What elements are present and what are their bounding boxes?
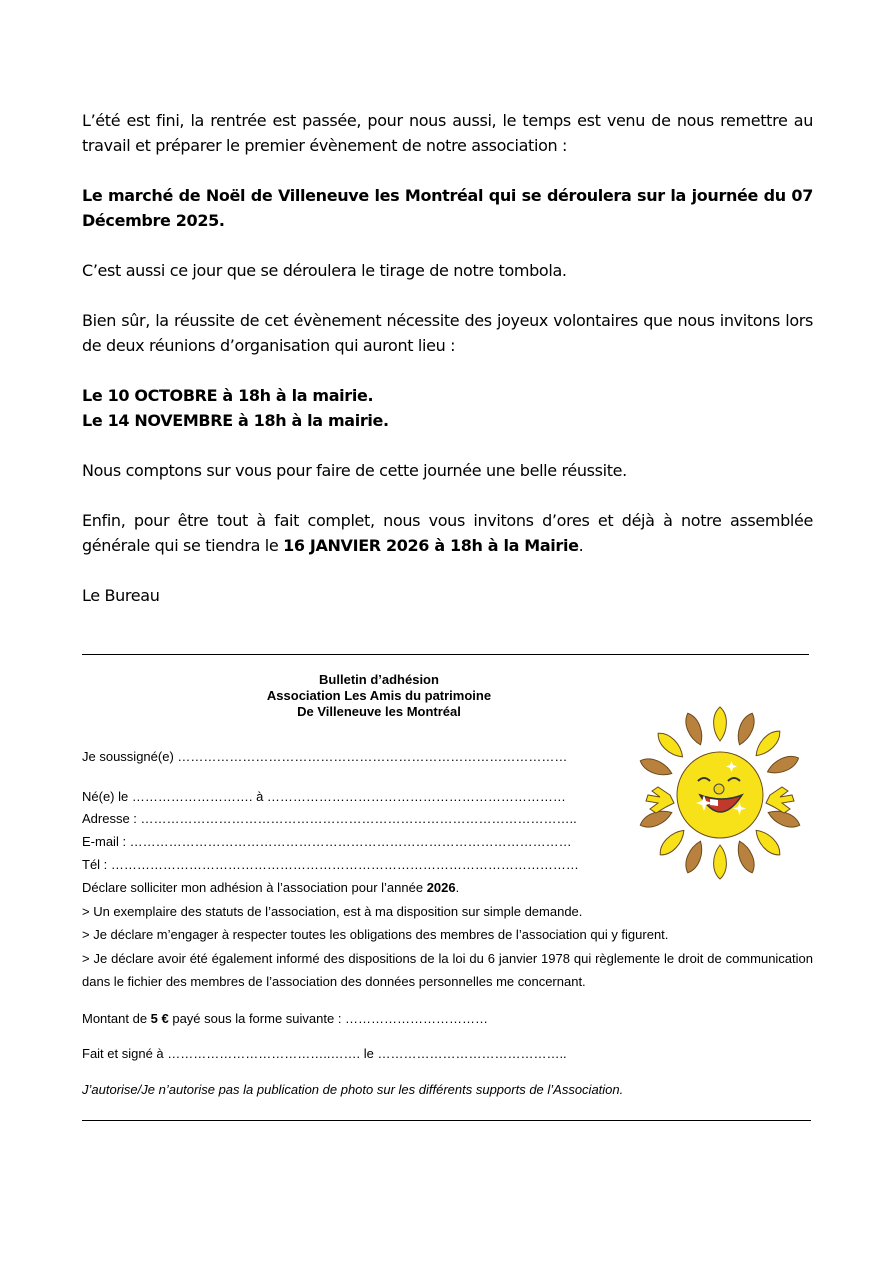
amount-label: Montant de <box>82 1011 151 1026</box>
assembly-date: 16 JANVIER 2026 à 18h à la Mairie <box>283 536 579 555</box>
clause-data-law: > Je déclare avoir été également informé des dispositions de la loi du 6 janvier 1978 qui règlemente le droit de communication dans le fichier des membres de l’association des données personnelles me concernant. <box>82 950 813 989</box>
assembly-intro: Enfin, pour être tout à fait complet, nous vous invitons d’ores et déjà à notre assemblée générale qui se tiendra le <box>82 511 813 555</box>
amount-value: 5 € <box>150 1011 169 1026</box>
tombola-paragraph: C’est aussi ce jour que se déroulera le tirage de notre tombola. <box>82 261 567 280</box>
meeting-dates <box>82 383 813 433</box>
clause-obligations: > Je déclare m’engager à respecter toutes les obligations des membres de l’association qui y figurent. <box>82 927 669 942</box>
phone-field[interactable]: Tél : ……………………………………………………………………………………………… <box>82 857 579 872</box>
form-title-line-3: De Villeneuve les Montréal <box>297 704 461 719</box>
assembly-paragraph <box>82 508 813 558</box>
assembly-end: . <box>578 536 584 555</box>
volunteers-paragraph: Bien sûr, la réussite de cet évènement nécessite des joyeux volontaires que nous invitons lors de deux réunions d’organisation qui auront lieu : <box>82 311 813 355</box>
divider-top <box>82 654 809 655</box>
amount-field[interactable] <box>82 1011 488 1026</box>
payment-method-blank: payé sous la forme suivante : …………………………… <box>168 1011 489 1026</box>
form-title-line-2: Association Les Amis du patrimoine <box>266 688 492 703</box>
declaration-block <box>82 876 813 994</box>
signed-place-date-field[interactable]: Fait et signé à ………………………………..……. le …………………………………….. <box>82 1046 567 1061</box>
market-announcement: Le marché de Noël de Villeneuve les Montréal qui se déroulera sur la journée du 07 Décembre 2025. <box>82 186 813 230</box>
divider-bottom <box>82 1120 811 1121</box>
form-title <box>129 672 629 720</box>
declaration-text: Déclare solliciter mon adhésion à l’association pour l’année <box>82 880 427 895</box>
clause-statutes: > Un exemplaire des statuts de l’association, est à ma disposition sur simple demande. <box>82 903 583 919</box>
name-field[interactable]: Je soussigné(e) ……………………………………………………………………………… <box>82 749 568 764</box>
address-field[interactable]: Adresse : ……………………………………………………………………………………….. <box>82 811 577 826</box>
form-title-line-1: Bulletin d’adhésion <box>319 672 439 687</box>
membership-year: 2026 <box>426 880 456 895</box>
meeting-october: Le 10 OCTOBRE à 18h à la mairie. <box>82 386 374 405</box>
intro-paragraph: L’été est fini, la rentrée est passée, pour nous aussi, le temps est venu de nous remettre au travail et préparer le premier évènement de notre association : <box>82 111 813 155</box>
birth-field[interactable]: Né(e) le ………………………. à …………………………………………………………… <box>82 789 566 804</box>
smiling-sun-icon <box>630 703 810 883</box>
meeting-november: Le 14 NOVEMBRE à 18h à la mairie. <box>82 411 389 430</box>
closing-paragraph: Nous comptons sur vous pour faire de cette journée une belle réussite. <box>82 461 627 480</box>
signature: Le Bureau <box>82 586 160 605</box>
declaration-end: . <box>455 880 460 895</box>
email-field[interactable]: E-mail : ………………………………………………………………………………………… <box>82 834 572 849</box>
letter-body <box>82 108 813 633</box>
photo-consent: J’autorise/Je n’autorise pas la publication de photo sur les différents supports de l’Association. <box>82 1082 624 1097</box>
